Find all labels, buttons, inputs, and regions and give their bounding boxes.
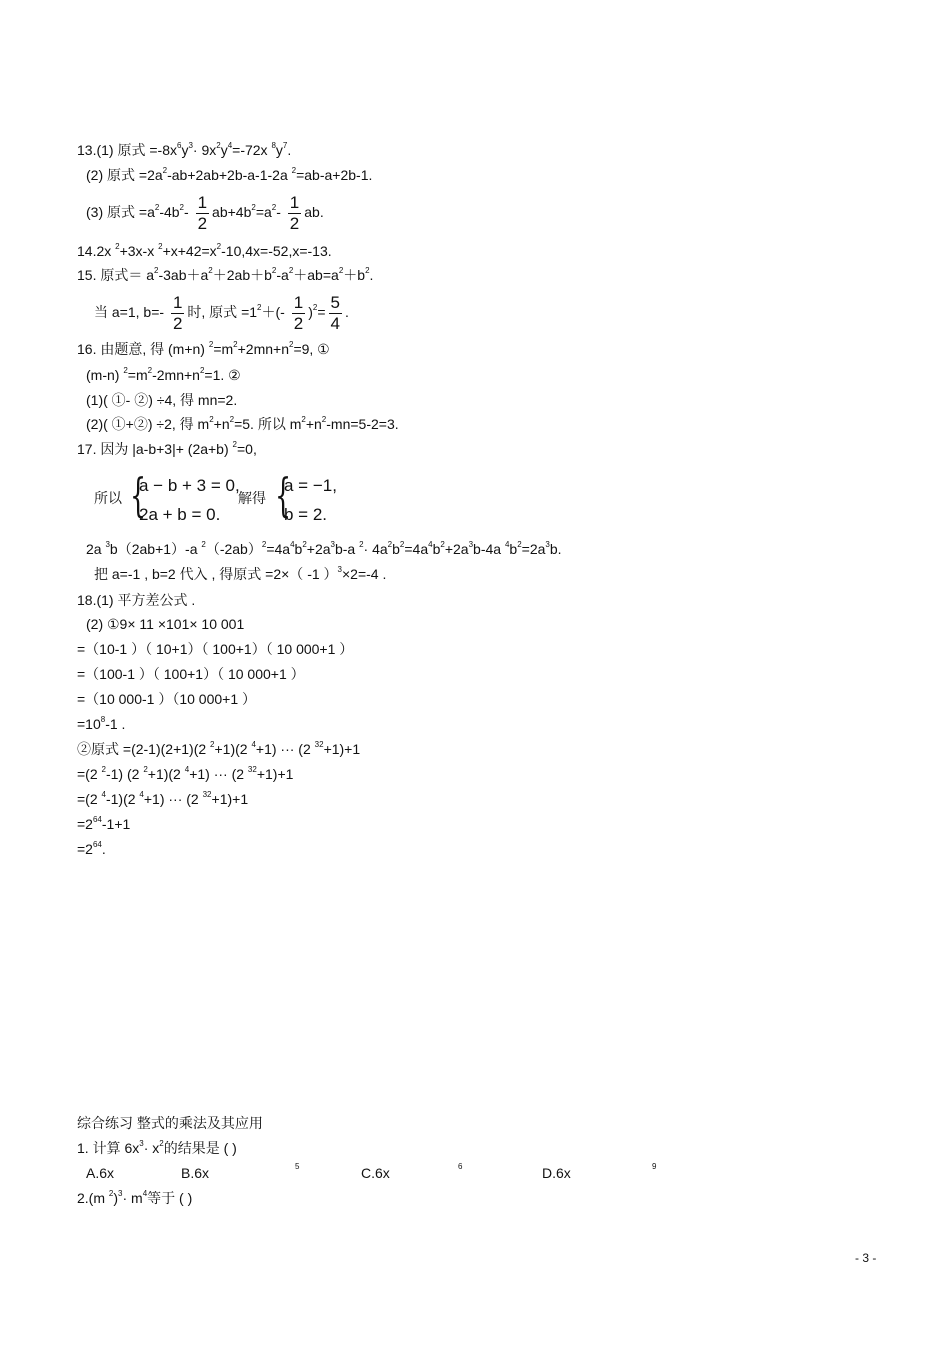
page-number: - 3 -: [855, 1251, 877, 1265]
option-b-exponent: 5: [295, 1162, 300, 1171]
solution-18-1: 18.(1) 平方差公式 .: [77, 592, 196, 608]
so-label: 所以: [94, 490, 122, 506]
solution-13-3: (3) 原式 $=a^2-4b^2-$ $\frac{1}{2}$ $ab+4b^2=a^2-$ $\frac{1}{2}$ ab.: [86, 192, 324, 233]
option-b: B.6x: [181, 1165, 210, 1181]
solution-18-part2-step2: =(2 $^4$-1)(2 $^4$+1) ··· (2 $^{32}$+1)+1: [77, 790, 249, 807]
solution-15-eval: 当 a=1, b=- $\frac{1}{2}$ 时, 原式 $=1^2+(-$ $\frac{1}{2}$ )$^2$= $\frac{5}{4}$ .: [94, 292, 349, 333]
solution-16-part2: (2)( ①+②) ÷2, 得 $m^2+n^2=5$. 所以 $m^2+n^2-mn=5-2=3$.: [86, 415, 399, 432]
solution-14: 14.2x $^2$+3x-x $^2+x+42=x^2-10,4x=-52,x=-13$.: [77, 242, 332, 259]
solution-18-2: (2) ①9× 11 ×101× 10 001: [86, 616, 245, 632]
fraction: $\frac{1}{2}$: [293, 292, 304, 333]
fraction: $\frac{1}{2}$: [172, 292, 183, 333]
brace-left: {: [130, 468, 147, 522]
solution-18-step1: =（10-1 ）（ 10+1）（ 100+1）（ 10 000+1 ）: [77, 641, 354, 657]
solution-16: 16. 由题意, 得 (m+n) $^2=m^2+2mn+n^2=9$, ①: [77, 340, 330, 357]
solution-18-step2: =（100-1 ）（ 100+1）（ 10 000+1 ）: [77, 666, 305, 682]
exercise-section-title: 综合练习 整式的乘法及其应用: [77, 1115, 263, 1131]
solution-17-substitute: 把 a=-1 , b=2 代入 , 得原式 =2×（ -1 ）$^3$×2=-4 .: [94, 565, 387, 582]
option-a: A.6x: [86, 1165, 115, 1181]
solution-16-eq2: (m-n) $^2=m^2-2mn+n^2=1$. ②: [86, 366, 241, 383]
option-d-exponent: 9: [652, 1162, 657, 1171]
exercise-1: 1. 计算 $6x^3\cdot x^2$的结果是 ( ): [77, 1139, 237, 1156]
solution-17: 17. 因为 |a-b+3|+ (2a+b) $^2$=0,: [77, 440, 257, 457]
solution-18-part2-step3: $=2^{64}-1+1$: [77, 815, 131, 832]
option-c-exponent: 6: [458, 1162, 463, 1171]
system-eq-2: 2a + b = 0.: [139, 505, 221, 524]
solve-label: 解得: [238, 490, 266, 506]
solution-15: 15. 原式＝ $a^2-3ab+a^2+2ab+b^2-a^2+ab=a^2+b^2$.: [77, 266, 374, 283]
exercise-2: 2.(m $^2)^3\cdot m^4$等于 ( ): [77, 1189, 193, 1206]
system-eq-1: a − b + 3 = 0,: [139, 476, 240, 495]
fraction: $\frac{1}{2}$: [289, 192, 300, 233]
solution-eq-2: b = 2.: [284, 505, 328, 524]
solution-18-part2-step1: =(2 $^2$-1) (2 $^2$+1)(2 $^4$+1) ··· (2 $^{32}$+1)+1: [77, 765, 294, 782]
solution-13-2: (2) 原式 $=2a^2-ab+2ab+2b-a-1-2a$ $^2$=ab-a+2b-1.: [86, 166, 373, 183]
solution-13-1: 13.(1) 原式 $=-8x^6y^3\cdot 9x^2y^4=-72x$ $^8y^7$.: [77, 141, 292, 158]
option-c: C.6x: [361, 1165, 390, 1181]
solution-18-step3: =（10 000-1 ）（10 000+1 ）: [77, 691, 257, 707]
solution-16-part1: (1)( ①- ②) ÷4, 得 mn=2.: [86, 392, 238, 408]
solution-17-expand: 2a $^3$b（2ab+1）-a $^2(-2ab)^2=4a^4b^2+2a^3b-a$ $^2\cdot 4a^2b^2=4a^4b^2+2a^3b-4a$ $^4b^2=2a^3b$.: [86, 540, 562, 557]
option-d: D.6x: [542, 1165, 571, 1181]
fraction: $\frac{1}{2}$: [197, 192, 208, 233]
fraction: $\frac{5}{4}$: [330, 292, 340, 333]
solution-18-step4: $=10^8-1$ .: [77, 715, 126, 732]
solution-18-part2: ②原式 =(2-1)(2+1)(2 $^2$+1)(2 $^4$+1) ··· (2 $^{32}$+1)+1: [77, 740, 361, 757]
solution-eq-1: a = −1,: [284, 476, 337, 495]
brace-right: {: [275, 468, 292, 522]
solution-18-part2-result: $=2^{64}$.: [77, 840, 106, 857]
